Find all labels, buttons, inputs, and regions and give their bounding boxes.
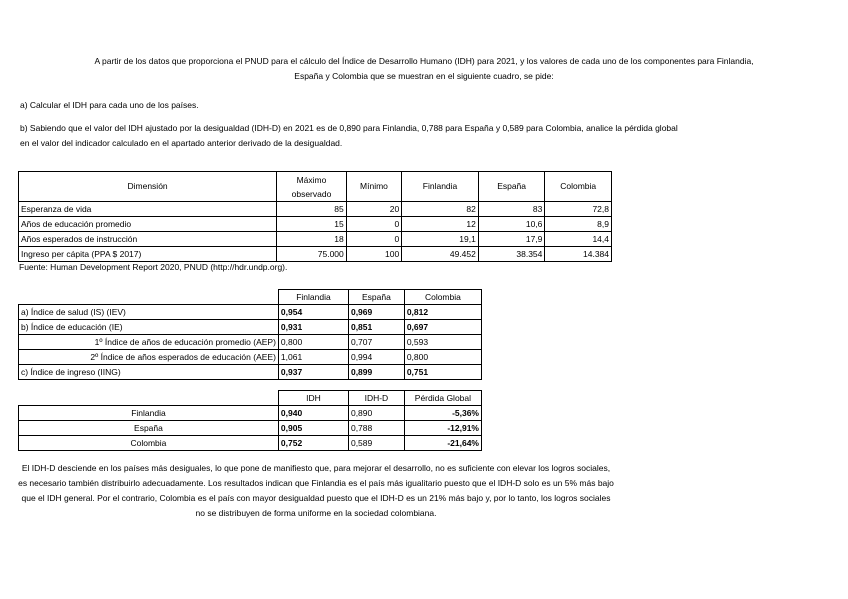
row-label: b) Índice de educación (IE) (19, 320, 279, 335)
row-label: 1º Índice de años de educación promedio (AEP) (19, 335, 279, 350)
header-colombia: Colombia (404, 290, 481, 305)
cell-finlandia: 0,954 (278, 305, 348, 320)
table-header-row (19, 391, 482, 406)
cell-colombia: 72,8 (545, 202, 612, 217)
cell-min: 100 (346, 247, 401, 262)
table-row (19, 335, 482, 350)
table-header-row (19, 172, 612, 202)
cell-min: 20 (346, 202, 401, 217)
intro-line-2: España y Colombia que se muestran en el siguiente cuadro, se pide: (294, 71, 554, 81)
header-espana: España (478, 172, 545, 202)
table-row (19, 421, 482, 436)
table-row (19, 365, 482, 380)
question-b-line-2: en el valor del indicador calculado en el apartado anterior derivado de la desigualdad. (20, 138, 343, 148)
table-row (19, 217, 612, 232)
cell-idh: 0,752 (278, 436, 348, 451)
cell-idh: 0,940 (278, 406, 348, 421)
row-label: a) Índice de salud (IS) (IEV) (19, 305, 279, 320)
header-espana: España (348, 290, 404, 305)
header-dimension: Dimensión (19, 172, 277, 202)
table-row (19, 436, 482, 451)
cell-espana: 0,994 (348, 350, 404, 365)
cell-colombia: 8,9 (545, 217, 612, 232)
cell-espana: 0,969 (348, 305, 404, 320)
header-idh-d: IDH-D (348, 391, 404, 406)
header-perdida: Pérdida Global (404, 391, 481, 406)
table-source: Fuente: Human Development Report 2020, PNUD (http://hdr.undp.org). (19, 262, 288, 272)
cell-max: 18 (277, 232, 347, 247)
cell-colombia: 14.384 (545, 247, 612, 262)
cell-colombia: 0,593 (404, 335, 481, 350)
cell-idh-d: 0,589 (348, 436, 404, 451)
header-finlandia: Finlandia (402, 172, 479, 202)
cell-perdida: -5,36% (404, 406, 481, 421)
header-min: Mínimo (346, 172, 401, 202)
cell-idh-d: 0,890 (348, 406, 404, 421)
cell-finlandia: 0,931 (278, 320, 348, 335)
cell-finlandia: 12 (402, 217, 479, 232)
idh-table (18, 390, 482, 451)
table-row (19, 232, 612, 247)
cell-espana: 10,6 (478, 217, 545, 232)
cell-finlandia: 0,937 (278, 365, 348, 380)
cell-espana: 0,851 (348, 320, 404, 335)
row-label: Años esperados de instrucción (19, 232, 277, 247)
cell-espana: 17,9 (478, 232, 545, 247)
row-label: Ingreso per cápita (PPA $ 2017) (19, 247, 277, 262)
cell-colombia: 0,812 (404, 305, 481, 320)
header-max: Máximo observado (277, 172, 347, 202)
row-label: España (19, 421, 279, 436)
cell-finlandia: 82 (402, 202, 479, 217)
cell-espana: 0,899 (348, 365, 404, 380)
conclusion-paragraph: El IDH-D desciende en los países más desiguales, lo que pone de manifiesto que, para mejorar el desarrollo, no es suficiente con elevar los logros sociales, es necesario también distribuirlo adecuadamente. Los resultados indican que Finlandia es el país más igualitario puesto que el IDH-D solo es un 5% más bajo que el IDH general. Por el contrario, Colombia es el país con mayor desigualdad puesto que el IDH-D es un 21% más bajo y, por lo tanto, los logros sociales no se distribuyen de forma uniforme en la sociedad colombiana. (18, 463, 614, 518)
cell-colombia: 0,751 (404, 365, 481, 380)
table-row (19, 406, 482, 421)
cell-min: 0 (346, 217, 401, 232)
table-header-row (19, 290, 482, 305)
header-idh: IDH (278, 391, 348, 406)
cell-espana: 83 (478, 202, 545, 217)
table-row (19, 350, 482, 365)
cell-perdida: -12,91% (404, 421, 481, 436)
row-label: c) Índice de ingreso (IING) (19, 365, 279, 380)
row-label: 2º Índice de años esperados de educación (AEE) (19, 350, 279, 365)
header-finlandia: Finlandia (278, 290, 348, 305)
row-label: Esperanza de vida (19, 202, 277, 217)
table-row (19, 305, 482, 320)
header-colombia: Colombia (545, 172, 612, 202)
cell-max: 15 (277, 217, 347, 232)
cell-max: 75.000 (277, 247, 347, 262)
question-b-line-1: b) Sabiendo que el valor del IDH ajustado por la desigualdad (IDH-D) en 2021 es de 0,890 para Finlandia, 0,788 para España y 0,589 para Colombia, analice la pérdida global (20, 123, 678, 133)
table-row (19, 202, 612, 217)
cell-idh-d: 0,788 (348, 421, 404, 436)
index-table (18, 289, 482, 380)
cell-finlandia: 19,1 (402, 232, 479, 247)
cell-idh: 0,905 (278, 421, 348, 436)
row-label: Colombia (19, 436, 279, 451)
cell-espana: 38.354 (478, 247, 545, 262)
cell-espana: 0,707 (348, 335, 404, 350)
cell-max: 85 (277, 202, 347, 217)
question-a: a) Calcular el IDH para cada uno de los países. (20, 100, 199, 110)
cell-colombia: 14,4 (545, 232, 612, 247)
cell-finlandia: 1,061 (278, 350, 348, 365)
cell-finlandia: 49.452 (402, 247, 479, 262)
cell-perdida: -21,64% (404, 436, 481, 451)
cell-min: 0 (346, 232, 401, 247)
table-row (19, 320, 482, 335)
intro-line-1: A partir de los datos que proporciona el PNUD para el cálculo del Índice de Desarrollo Humano (IDH) para 2021, y los valores de cada uno de los componentes para Finlandia, (94, 56, 754, 66)
data-table (18, 171, 612, 262)
cell-finlandia: 0,800 (278, 335, 348, 350)
row-label: Finlandia (19, 406, 279, 421)
cell-colombia: 0,697 (404, 320, 481, 335)
row-label: Años de educación promedio (19, 217, 277, 232)
cell-colombia: 0,800 (404, 350, 481, 365)
